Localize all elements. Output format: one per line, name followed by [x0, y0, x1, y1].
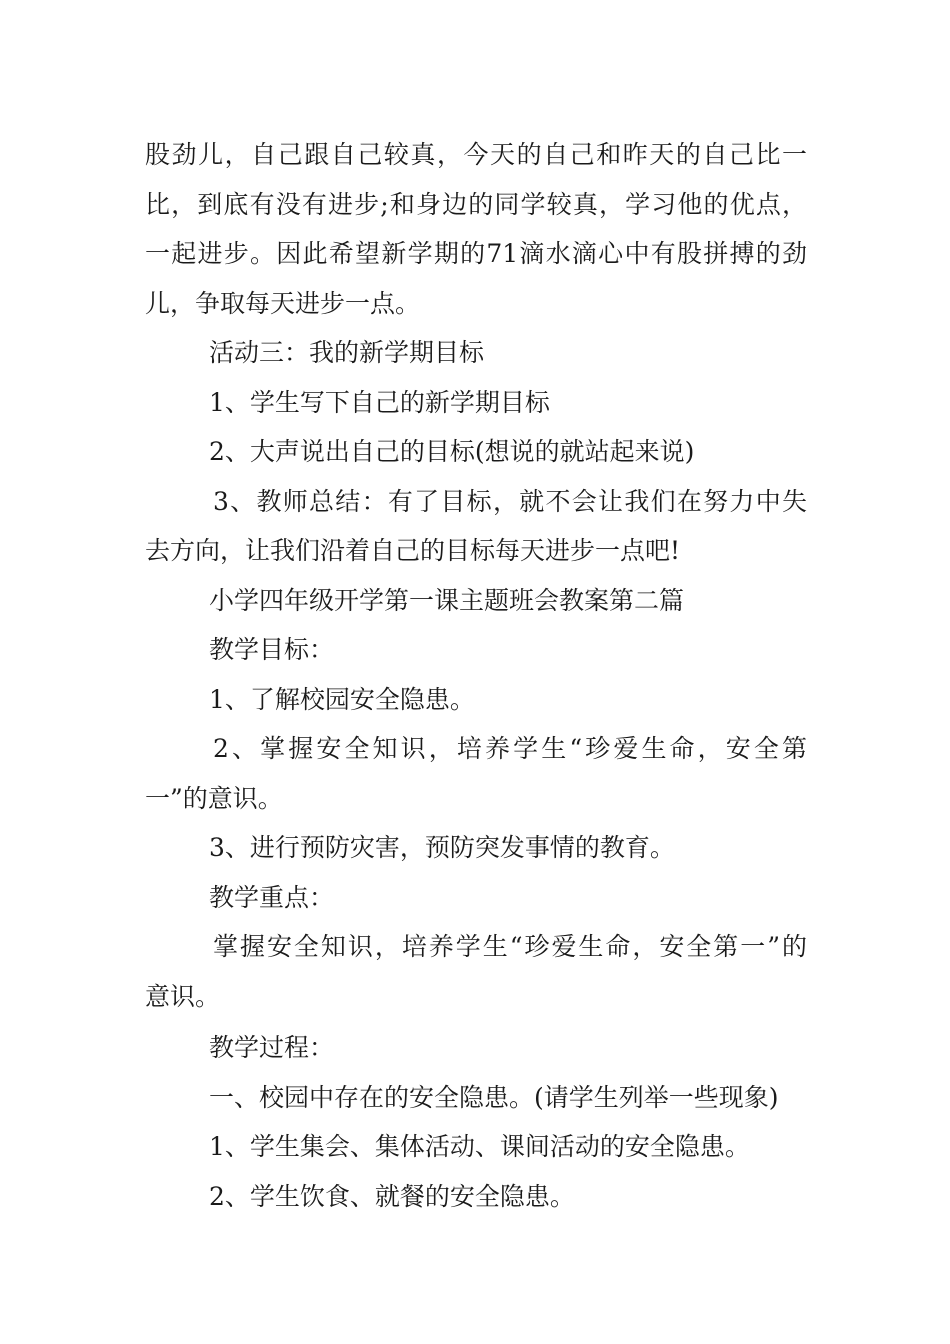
document-body [145, 130, 807, 1221]
paragraph-line: 去方向，让我们沿着自己的目标每天进步一点吧! [145, 536, 681, 565]
section-heading: 教学过程： [209, 1033, 335, 1062]
paragraph-line: 掌握安全知识，培养学生“珍爱生命，安全第一”的 [213, 932, 807, 961]
list-item: 1、学生集会、集体活动、课间活动的安全隐患。 [209, 1132, 750, 1161]
list-item: 2、大声说出自己的目标(想说的就站起来说) [209, 437, 695, 466]
list-item: 3、进行预防灾害，预防突发事情的教育。 [209, 833, 675, 862]
section-heading: 教学目标： [209, 635, 335, 664]
list-item: 1、学生写下自己的新学期目标 [209, 387, 550, 417]
paragraph-line: 儿，争取每天进步一点。 [145, 288, 421, 318]
list-item: 3、教师总结：有了目标，就不会让我们在努力中失 [213, 486, 807, 516]
list-item: 2、学生饮食、就餐的安全隐患。 [209, 1181, 575, 1211]
list-item: 2、掌握安全知识，培养学生“珍爱生命，安全第 [213, 734, 807, 763]
list-item: 1、了解校园安全隐患。 [209, 684, 475, 714]
paragraph-line: 比，到底有没有进步;和身边的同学较真，学习他的优点， [145, 189, 807, 219]
paragraph-line: 意识。 [145, 981, 221, 1011]
section-title: 小学四年级开学第一课主题班会教案第二篇 [209, 585, 685, 615]
paragraph-line: 一起进步。因此希望新学期的71滴水滴心中有股拼搏的劲 [145, 239, 807, 268]
section-heading: 教学重点： [209, 882, 335, 912]
list-item: 一、校园中存在的安全隐患。(请学生列举一些现象) [209, 1082, 779, 1112]
section-heading: 活动三：我的新学期目标 [209, 338, 485, 367]
paragraph-line: 一”的意识。 [145, 783, 283, 813]
paragraph-line: 股劲儿，自己跟自己较真，今天的自己和昨天的自己比一 [145, 140, 807, 169]
